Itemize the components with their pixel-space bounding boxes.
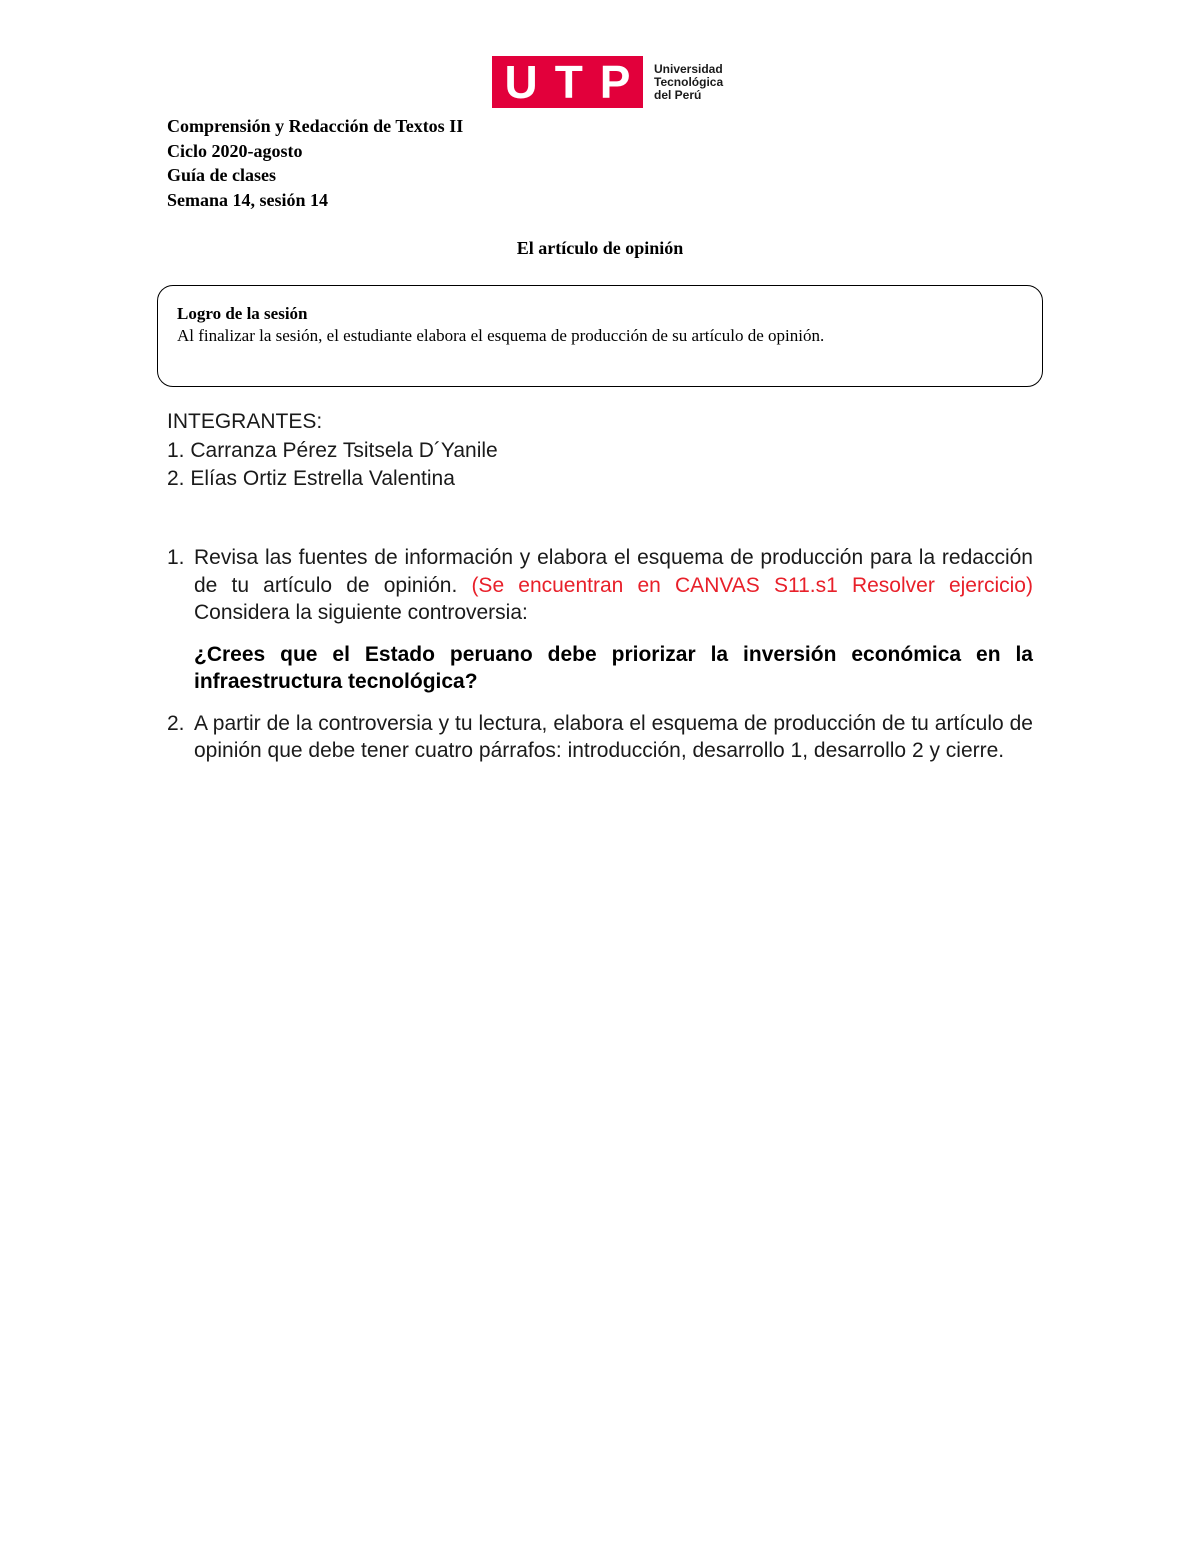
logro-box: [157, 285, 1043, 387]
member-item: 1. Carranza Pérez Tsitsela D´Yanile: [167, 438, 498, 462]
controversy-question: ¿Crees que el Estado peruano debe priorizar la inversión económica en la infraestructura tecnológica?: [194, 642, 1033, 693]
course-name: Comprensión y Redacción de Textos II: [167, 116, 464, 136]
integrantes-section: [167, 408, 498, 494]
course-header: [167, 114, 463, 212]
logro-heading: Logro de la sesión: [177, 304, 308, 323]
task-item-1: [167, 544, 1033, 627]
task-list: [167, 544, 1033, 765]
course-cycle: Ciclo 2020-agosto: [167, 140, 303, 161]
logo-line-2: Tecnológica: [654, 74, 724, 89]
task-text: A partir de la controversia y tu lectura, elabora el esquema de producción de tu artículo de opinión que debe tener cuatro párrafos: introducción, desarrollo 1, desarrollo 2 y cierre.: [194, 711, 1033, 762]
logo-wordmark: [654, 63, 723, 102]
canvas-reference: (Se encuentran en CANVAS S11.s1 Resolver ejercicio): [471, 573, 1033, 597]
utp-logo: [492, 56, 723, 108]
week-session: Semana 14, sesión 14: [167, 189, 329, 210]
task-text-start: Revisa las fuentes de información y elabora el esquema de producción para la redacción de tu artículo de opinión.: [194, 546, 1033, 597]
member-item: 2. Elías Ortiz Estrella Valentina: [167, 467, 455, 490]
document-title: El artículo de opinión: [516, 238, 684, 258]
task-item-2: [167, 710, 1033, 765]
guide-label: Guía de clases: [167, 165, 277, 185]
logo-letter-p: P: [599, 56, 631, 108]
logo-letter-t: T: [554, 56, 583, 108]
task-text-end: Considera la siguiente controversia:: [194, 601, 528, 624]
task-number: 1.: [167, 546, 185, 569]
integrantes-heading: INTEGRANTES:: [167, 410, 323, 433]
utp-logo-block: [492, 56, 643, 108]
logo-letter-u: U: [504, 56, 538, 108]
logo-line-3: del Perú: [654, 87, 702, 102]
logo-line-1: Universidad: [654, 61, 723, 76]
task-number: 2.: [167, 711, 185, 735]
task-text: [194, 544, 1033, 627]
logro-text: Al finalizar la sesión, el estudiante elabora el esquema de producción de su artículo de opinión.: [177, 326, 825, 345]
